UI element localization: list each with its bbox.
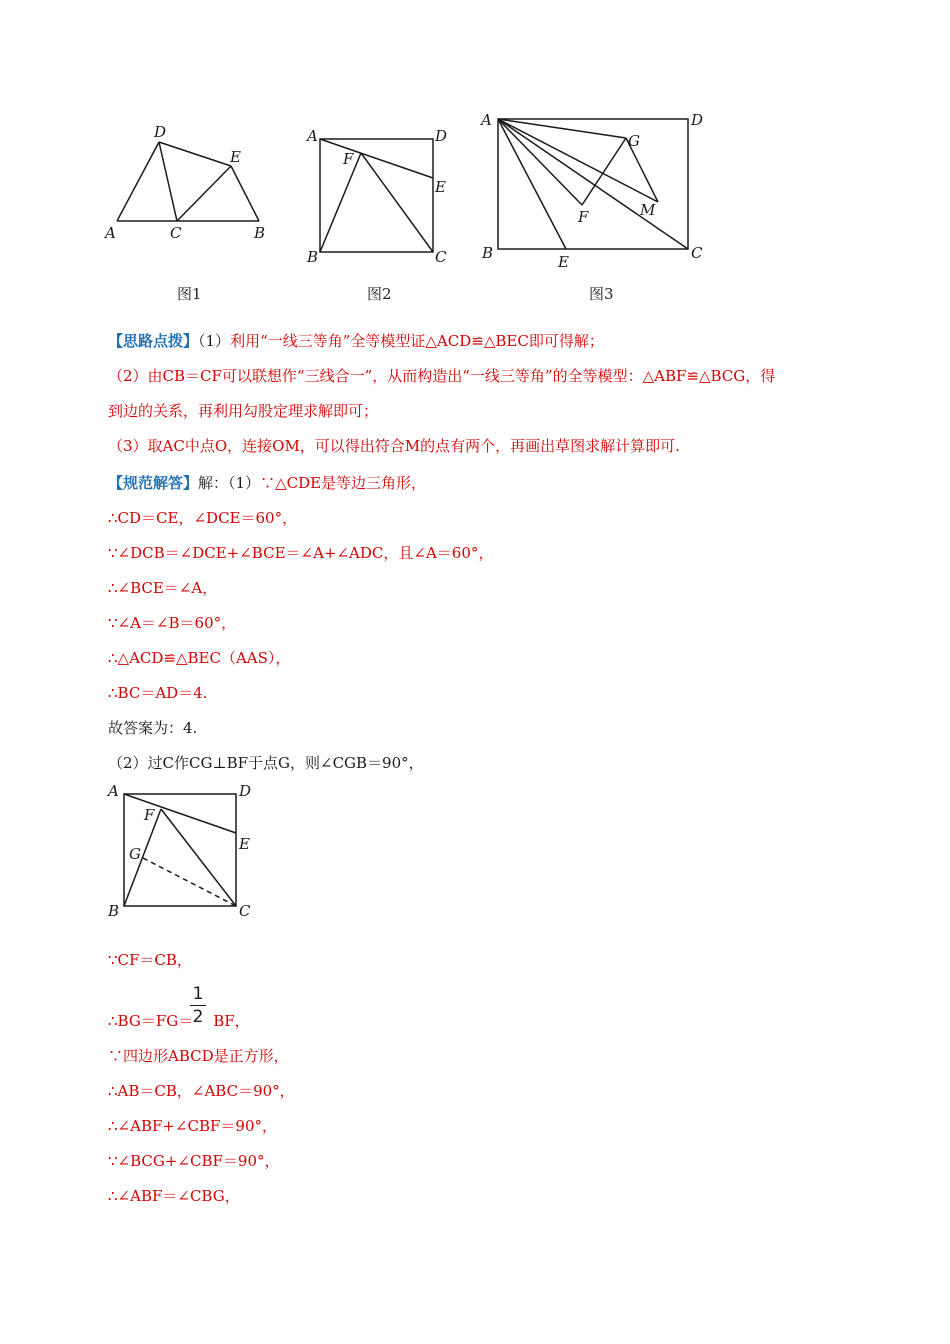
fig2-label-e: E bbox=[435, 178, 446, 196]
fig1-label-d: D bbox=[154, 123, 167, 141]
fig3-label-a: A bbox=[481, 111, 492, 129]
fig4-label-d: D bbox=[239, 782, 252, 800]
figure-2-diagram bbox=[300, 120, 460, 270]
figure-3-diagram bbox=[478, 108, 718, 273]
fig3-label-b: B bbox=[482, 244, 494, 262]
fig4-label-g: G bbox=[129, 845, 141, 863]
answer-line: 故答案为：4. bbox=[108, 719, 198, 737]
solution-line-1-text: ∵△CDE是等边三角形， bbox=[260, 474, 427, 492]
solution-line-9: （2）过C作CG⊥BF于点G，则∠CGB＝90°， bbox=[108, 754, 424, 772]
fig4-label-c: C bbox=[239, 902, 251, 920]
solution-line-6: ∴△ACD≌△BEC（AAS）， bbox=[108, 649, 291, 667]
solution-line-16: ∴∠ABF＝∠CBG， bbox=[108, 1187, 240, 1205]
solution-line-2: ∴CD＝CE，∠DCE＝60°， bbox=[108, 509, 298, 527]
solution-tag: 【规范解答】 bbox=[108, 474, 199, 492]
solution-line-4: ∴∠BCE＝∠A， bbox=[108, 579, 218, 597]
hint-line-1-number: （1） bbox=[198, 332, 231, 350]
fig3-label-m: M bbox=[640, 201, 656, 219]
fig2-label-b: B bbox=[307, 248, 319, 266]
figure-2 bbox=[300, 120, 460, 270]
fig4-label-a: A bbox=[108, 782, 119, 800]
solution-line-11-prefix: ∴BG＝FG＝ bbox=[108, 1012, 194, 1030]
solution-line-11 bbox=[108, 1011, 250, 1031]
fig1-label-a: A bbox=[105, 224, 116, 242]
fig2-label-c: C bbox=[435, 248, 447, 266]
fig4-label-e: E bbox=[239, 835, 250, 853]
fig1-label-b: B bbox=[254, 224, 266, 242]
fig2-label-a: A bbox=[307, 127, 318, 145]
solution-line-10: ∵CF＝CB， bbox=[108, 951, 192, 969]
figure-1-diagram bbox=[100, 120, 275, 250]
fig4-label-b: B bbox=[108, 902, 120, 920]
fraction-denominator: 2 bbox=[192, 1007, 204, 1027]
solution-line-1-prefix: 解：（1） bbox=[198, 474, 261, 492]
figure-1 bbox=[100, 120, 275, 250]
figure-3 bbox=[478, 108, 718, 273]
hint-line-1-text: 利用“一线三等角”全等模型证△ACD≌△BEC即可得解； bbox=[230, 332, 604, 350]
fig3-caption: 图3 bbox=[589, 285, 614, 303]
hint-line-4: （3）取AC中点O，连接OM，可以得出符合M的点有两个，再画出草图求解计算即可. bbox=[108, 437, 680, 455]
fig2-caption: 图2 bbox=[367, 285, 392, 303]
fig1-caption: 图1 bbox=[177, 285, 202, 303]
solution-line-5: ∵∠A＝∠B＝60°， bbox=[108, 614, 237, 632]
figure-4-diagram bbox=[100, 780, 260, 925]
fig3-label-f: F bbox=[578, 208, 589, 226]
solution-line-14: ∴∠ABF+∠CBF＝90°， bbox=[108, 1117, 278, 1135]
solution-line-11-suffix: BF， bbox=[213, 1012, 250, 1030]
solution-line-1 bbox=[108, 473, 426, 493]
hint-line-3: 到边的关系，再利用勾股定理求解即可； bbox=[108, 402, 379, 420]
fraction-bar bbox=[190, 1005, 206, 1006]
fig3-label-c: C bbox=[691, 244, 703, 262]
fig1-label-c: C bbox=[170, 224, 182, 242]
figure-4 bbox=[100, 780, 260, 925]
hint-tag: 【思路点拨】 bbox=[108, 332, 199, 350]
fig3-label-d: D bbox=[691, 111, 704, 129]
fig1-label-e: E bbox=[230, 148, 241, 166]
solution-line-7: ∴BC＝AD＝4. bbox=[108, 684, 208, 702]
fig4-label-f: F bbox=[144, 806, 155, 824]
solution-line-12: ∵四边形ABCD是正方形， bbox=[108, 1047, 289, 1065]
hint-line-2: （2）由CB＝CF可以联想作“三线合一”，从而构造出“一线三等角”的全等模型：△ABF≌△BCG，得 bbox=[108, 367, 776, 385]
fig3-label-g: G bbox=[628, 132, 640, 150]
hint-line-1 bbox=[108, 331, 604, 351]
solution-line-15: ∵∠BCG+∠CBF＝90°， bbox=[108, 1152, 280, 1170]
fraction-numerator: 1 bbox=[192, 984, 204, 1004]
fig3-label-e: E bbox=[558, 253, 569, 271]
solution-line-13: ∴AB＝CB，∠ABC＝90°， bbox=[108, 1082, 295, 1100]
fig2-label-d: D bbox=[435, 127, 448, 145]
fig2-label-f: F bbox=[343, 150, 354, 168]
solution-line-3: ∵∠DCB＝∠DCE+∠BCE＝∠A+∠ADC，且∠A＝60°， bbox=[108, 544, 494, 562]
